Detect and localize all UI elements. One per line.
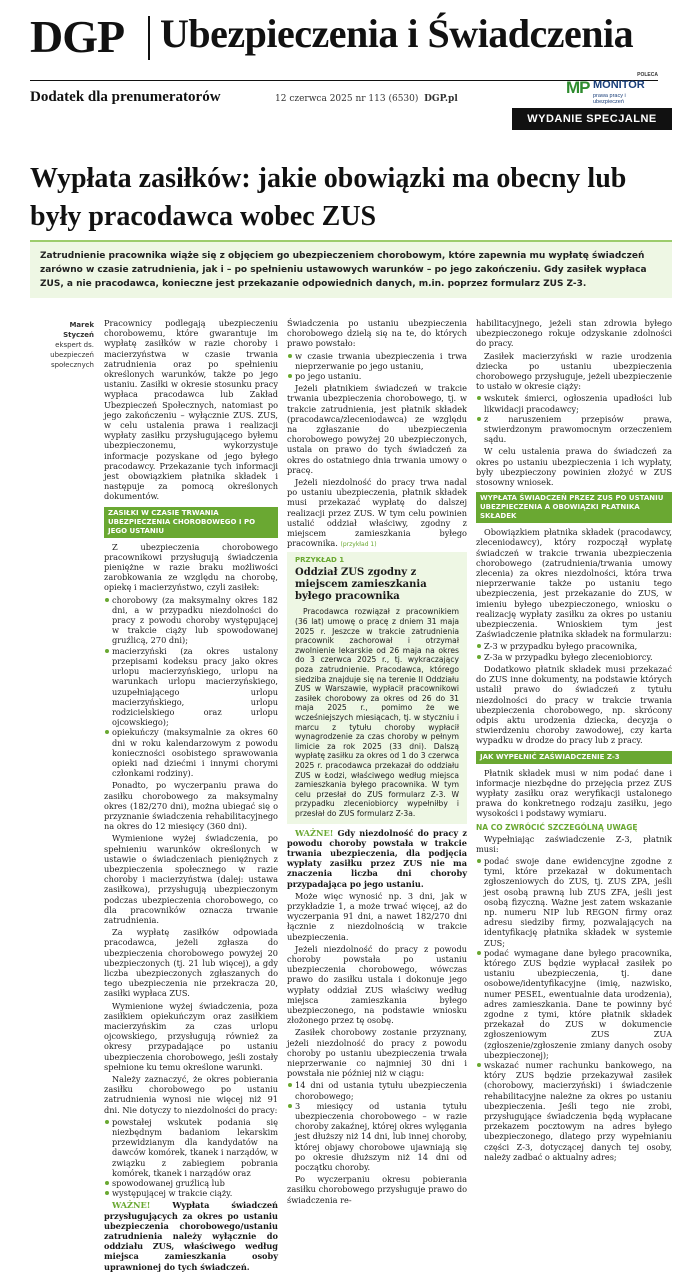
logo-mp: MP — [566, 78, 590, 97]
paragraph: Świadczenia po ustaniu ubezpieczenia chorobowego dzielą się na te, do których prawo powstało: — [287, 318, 467, 349]
column-2 — [287, 318, 467, 1205]
list-item: podać swoje dane ewidencyjne zgodne z tymi, które przekazał w dokumentach zgłoszeniowych do ZUS, tj. ZUS ZPA, jeśli jest osobą prawną lub ZUS ZFA, jeśli jest osobą fizyczną. Ważne jest zatem wskazanie np. numeru NIP lub REGON firmy oraz adresu siedziby firmy, pozwalających na identyfikację płatnika składek w systemie ZUS; — [476, 856, 672, 948]
paragraph: Zasiłek chorobowy zostanie przyznany, jeżeli niezdolność do pracy z powodu choroby po ustaniu ubezpieczenia trwała nieprzerwanie co najmniej 30 dni i powstała nie później niż w ciągu: — [287, 1027, 467, 1079]
benefit-list — [104, 595, 278, 779]
logo-monitor: MONITOR — [593, 79, 645, 91]
important-text: Gdy niezdolność do pracy z powodu choroby powstała w trakcie trwania ubezpieczenia, dla podjęcia wypłaty zasiłku przez ZUS nie ma znaczenia liczba dni choroby przypadająca po jego ustaniu. — [287, 827, 467, 889]
paragraph: Należy zaznaczyć, że okres pobierania zasiłku chorobowego po ustaniu zatrudnienia wynosi nie więcej niż 91 dni. Nie dotyczy to niezdolności do pracy: — [104, 1074, 278, 1115]
section-heading: ZASIŁKI W CZASIE TRWANIA UBEZPIECZENIA CHOROBOWEGO I PO JEGO USTANIU — [104, 507, 278, 538]
paragraph: Jeżeli niezdolność do pracy z powodu choroby powstała po ustaniu ubezpieczenia chorobowego, wówczas prawo do zasiłku ustala i dokonuje jego wypłaty oddział ZUS właściwy według miejsca zamieszkania byłego ubezpieczonego, na podstawie wniosku złożonego przez tę osobę. — [287, 943, 467, 1026]
issue-number: 12 czerwca 2025 nr 113 (6530) — [275, 94, 419, 104]
list-item: Z-3 w przypadku byłego pracownika, — [476, 641, 672, 651]
brand-logo: DGP — [30, 11, 125, 62]
supplement-subtitle: Dodatek dla prenumeratorów — [30, 89, 221, 105]
list-item: występującej w trakcie ciąży. — [104, 1188, 278, 1198]
list-item: 3 miesięcy od ustania tytułu ubezpieczenia chorobowego – w razie choroby zakaźnej, której okres wylęgania jest dłuższy niż 14 dni, lub innej choroby, której objawy chorobowe ujawniają się po okresie dłuższym niż 14 dni od początku choroby. — [287, 1101, 467, 1172]
paragraph: Płatnik składek musi w nim podać dane i informacje niezbędne do przejęcia przez ZUS wypłaty zasiłku oraz weryfikacji ustalonego prawa do konkretnego rodzaju zasiłku, jego wysokości i podstawy wymiaru. — [476, 767, 672, 819]
column-1 — [104, 318, 278, 1272]
checklist — [476, 856, 672, 1162]
list-item: chorobowy (za maksymalny okres 182 dni, a w przypadku niezdolności do pracy z powodu choroby występującej w trakcie ciąży lub spowodowanej gruźlicą, 270 dni); — [104, 595, 278, 646]
author-name: Marek Styczeń — [63, 321, 94, 339]
list-item: podać wymagane dane byłego pracownika, którego ZUS będzie wypłacał zasiłek po ustaniu ubezpieczenia, tj. dane osobowe/identyfikacyjne (imię, nazwisko, numer PESEL, ewentualnie data urodzenia), adres zamieszkania. Dane te powinny być zgodne z tymi, które płatnik składek przekazał do ZUS w dokumencie zgłoszeniowym ZUS ZUA (zgłoszenie/zgłoszenie zmiany danych osoby ubezpieczonej); — [476, 948, 672, 1060]
list-item: wskutek śmierci, ogłoszenia upadłości lub likwidacji pracodawcy; — [476, 393, 672, 413]
list-item: opiekuńczy (maksymalnie za okres 60 dni w roku kalendarzowym z powodu konieczności osobistego sprawowania opieki nad dziećmi i innymi chorymi członkami rodziny). — [104, 727, 278, 778]
important-label: WAŻNE! — [112, 1200, 151, 1211]
subheading: NA CO ZWRÓCIĆ SZCZEGÓLNĄ UWAGĘ — [476, 822, 638, 832]
list-item: powstałej wskutek podania się niezbędnym badaniom lekarskim przewidzianym dla kandydatów na dawców komórek, tkanek i narządów, w związku z zabiegiem pobrania komórek, tkanek i narządów oraz — [104, 1117, 278, 1178]
paragraph: Wymienione wyżej świadczenia, po spełnieniu warunków określonych w ustawie o świadczeniach pieniężnych z ubezpieczenia społecznego w razie choroby i macierzyństwa (dalej: ustawa zasiłkowa), przysługują ubezpieczonym podczas ubezpieczenia chorobowego, co dla pracowników oznacza trwanie zatrudnienia. — [104, 833, 278, 925]
example-box — [287, 552, 467, 823]
paragraph: Jeżeli płatnikiem świadczeń w trakcie trwania ubezpieczenia chorobowego, tj. w trakcie zatrudnienia, jest płatnik składek (pracodawca/zleceniodawca) ze względu na zgłaszanie do ubezpieczenia chorobowego powyżej 20 ubezpieczonych, ustala on prawo do tych świadczeń za okres do ostatniego dnia trwania umowy o pracę. — [287, 383, 467, 475]
paragraph: Wymienione wyżej świadczenia, poza zasiłkiem opiekuńczym oraz zasiłkiem macierzyńskim za czas urlopu ojcowskiego, przysługują również za okresy przypadające po ustaniu ubezpieczenia chorobowego, jeśli zostały spełnione ku temu określone warunki. — [104, 1000, 278, 1072]
important-text: Wypłata świadczeń przysługujących za okres po ustaniu ubezpieczenia chorobowego/ustaniu zatrudnienia należy wyłącznie do oddziału ZUS, właściwego według miejsca zamieszkania osoby uprawnionej do tych świadczeń. — [104, 1200, 278, 1272]
list-item: Z-3a w przypadku byłego zleceniobiorcy. — [476, 652, 672, 662]
article-headline: Wypłata zasiłków: jakie obowiązki ma obecny lub były pracodawca wobec ZUS — [30, 163, 627, 232]
important-label: WAŻNE! — [295, 827, 334, 838]
logo-tagline: prawa pracy i ubezpieczeń — [593, 93, 626, 105]
paragraph: Wypełniając zaświadczenie Z-3, płatnik musi: — [476, 833, 672, 854]
list-item: w czasie trwania ubezpieczenia i trwa nieprzerwanie po jego ustaniu, — [287, 351, 467, 371]
entitlement-list — [287, 351, 467, 382]
paragraph: Może więc wynosić np. 3 dni, jak w przykładzie 1, a może trwać więcej, aż do wyczerpania 91 dni, a nawet 182/270 dni łącznie z niezdolnością w trakcie ubezpieczenia. — [287, 890, 467, 942]
condition-list — [476, 393, 672, 444]
author-role: ekspert ds. ubezpieczeń społecznych — [50, 341, 94, 369]
site-link[interactable]: DGP.pl — [424, 94, 458, 104]
form-list — [476, 641, 672, 661]
list-item: po jego ustaniu. — [287, 371, 467, 381]
column-3 — [476, 318, 672, 1162]
example-tag: PRZYKŁAD 1 — [295, 556, 345, 565]
special-edition-banner: WYDANIE SPECJALNE — [512, 108, 672, 130]
important-note — [287, 828, 467, 889]
paragraph: Z ubezpieczenia chorobowego pracownikowi przysługują świadczenia pieniężne w razie braku możliwości zarobkowania ze względu na chorobę, opiekę i macierzyństwo, czyli zasiłek: — [104, 541, 278, 593]
monitor-logo — [566, 72, 658, 105]
paragraph — [287, 477, 467, 548]
issue-info — [275, 95, 458, 104]
masthead-divider — [148, 16, 150, 60]
paragraph: Obowiązkiem płatnika składek (pracodawcy, zleceniodawcy), który rozpoczął wypłatę świadczeń w trakcie trwania ubezpieczenia chorobowego (zatrudnienia/trwania umowy zlecenia) za okres niezdolności, która trwa nieprzerwanie także po ustaniu tego ubezpieczenia, jest przekazanie do ZUS, w imieniu byłego ubezpieczonego, wniosku o realizację wypłaty zasiłku za okres po ustaniu ubezpieczenia. Wnioskiem tym jest Zaświadczenie płatnika składek na formularzu: — [476, 527, 672, 640]
deadline-list — [287, 1080, 467, 1172]
logo-poleca: POLECA — [637, 72, 658, 78]
example-title: Oddział ZUS zgodny z miejscem zamieszkania byłego pracownika — [295, 567, 427, 603]
list-item: 14 dni od ustania tytułu ubezpieczenia chorobowego; — [287, 1080, 467, 1100]
section-heading: JAK WYPEŁNIĆ ZAŚWIADCZENIE Z-3 — [476, 751, 672, 764]
supplement-title: Ubezpieczenia i Świadczenia — [160, 11, 634, 56]
list-item: wskazać numer rachunku bankowego, na który ZUS będzie przekazywał zasiłek (chorobowy, macierzyński) i świadczenie rehabilitacyjne należne za okres po ustaniu ubezpieczenia. Jeśli tego nie zrobi, przysługujące świadczenia będą wypłacane przekazem pocztowym na adres byłego ubezpieczonego, dlatego przy wypełnianiu części Z-3, dotyczącej danych tej osoby, należy zadbać o aktualny adres; — [476, 1060, 672, 1162]
section-heading: WYPŁATA ŚWIADCZEŃ PRZEZ ZUS PO USTANIU UBEZPIECZENIA A OBOWIĄZKI PŁATNIKA SKŁADEK — [476, 492, 672, 523]
paragraph: W celu ustalenia prawa do świadczeń za okres po ustaniu ubezpieczenia i ich wypłaty, były ubezpieczony powinien złożyć w ZUS stosowny wniosek. — [476, 446, 672, 488]
paragraph: Za wypłatę zasiłków odpowiada pracodawca, jeżeli zgłasza do ubezpieczenia chorobowego powyżej 20 ubezpieczonych (tj. 21 lub więcej), a gdy liczba ubezpieczonych zgłaszanych do tego ubezpieczenia nie przekracza 20, zasiłki wypłaca ZUS. — [104, 927, 278, 999]
example-reference: (przykład 1) — [340, 541, 377, 549]
intro-paragraph: Pracownicy podlegają ubezpieczeniu chorobowemu, które gwarantuje im wypłatę zasiłków w razie choroby i macierzyństwa w czasie trwania zatrudnienia oraz po spełnieniu określonych warunków, także po jego ustaniu. Zasiłki w okresie stosunku pracy wypłaca pracodawca lub Zakład Ubezpieczeń Społecznych, natomiast po jego zakończeniu – wyłącznie ZUS. ZUS, w celu ustalenia prawa i realizacji wypłaty zasiłku przysługującego byłemu ubezpieczonemu, wykorzystuje informacje pozyskane od jego byłego pracodawcy. Przekazanie tych informacji jest obowiązkiem płatnika składek i następuje za pomocą określonych dokumentów. — [104, 318, 278, 502]
paragraph: Po wyczerpaniu okresu pobierania zasiłku chorobowego przysługuje prawo do świadczenia re- — [287, 1174, 467, 1205]
masthead-rule — [30, 80, 658, 81]
important-note — [104, 1200, 278, 1271]
list-item: z naruszeniem przepisów prawa, stwierdzonym prawomocnym orzeczeniem sądu. — [476, 414, 672, 445]
paragraph: Ponadto, po wyczerpaniu prawa do zasiłku chorobowego za maksymalny okres (182/270 dni), można ubiegać się o przyznanie świadczenia rehabilitacyjnego na okres do 12 miesięcy (360 dni). — [104, 780, 278, 832]
paragraph: habilitacyjnego, jeżeli stan zdrowia byłego ubezpieczonego rokuje odzyskanie zdolności do pracy. — [476, 318, 672, 349]
list-item: spowodowanej gruźlicą lub — [104, 1178, 278, 1188]
paragraph-text: Jeżeli niezdolność do pracy trwa nadal po ustaniu ubezpieczenia, płatnik składek musi przekazać wypłatę do dalszej realizacji przez ZUS. W tym celu powinien ustalić oddział właściwy, zgodny z miejscem zamieszkania byłego pracownika. — [287, 477, 467, 549]
list-item: macierzyński (za okres ustalony przepisami kodeksu pracy jako okres urlopu macierzyńskiego, urlopu na warunkach urlopu macierzyńskiego, uzupełniającego urlopu macierzyńskiego, urlopu rodzicielskiego oraz urlopu ojcowskiego); — [104, 646, 278, 728]
exception-list — [104, 1117, 278, 1199]
example-text: Pracodawca rozwiązał z pracownikiem (36 lat) umowę o pracę z dniem 31 maja 2025 r. Jeszcze w trakcie zatrudnienia pracownik zachorował i otrzymał zwolnienie lekarskie od 26 maja na okres do 3 czerwca 2025 r., tj. wykraczający poza zatrudnienie. Pracodawca, którego siedziba znajduje się na terenie II Oddziału ZUS w Warszawie, wypłacił pracownikowi zasiłek chorobowy za okres od 26 do 31 maja 2025 r., pomimo że we wcześniejszych miesiącach, tj. w styczniu i marcu z tytułu choroby wypłacił wynagrodzenie za czas choroby w pełnym limicie za rok 2025 (33 dni). Dalszą wypłatę zasiłku za okres od 1 do 3 czerwca 2025 r. pracodawca przekazał do oddziału ZUS w Łodzi, właściwego według miejsca zamieszkania byłego pracownika. W tym celu przesłał do ZUS formularz Z-3. W przypadku zleceniobiorcy wypełniłby i przesłał do ZUS formularz Z-3a. — [295, 607, 459, 818]
article-lead: Zatrudnienie pracownika wiąże się z objęciem go ubezpieczeniem chorobowym, które zapewnia mu wypłatę świadczeń zarówno w czasie zatrudnienia, jak i – po spełnieniu ustawowych warunków – po jego zakończeniu. Gdy zasiłek wypłaca ZUS, a nie pracodawca, konieczne jest przekazanie odpowiednich danych, m.in. poprzez formularz ZUS Z-3. — [30, 240, 672, 298]
paragraph: Zasiłek macierzyński w razie urodzenia dziecka po ustaniu ubezpieczenia chorobowego przysługuje, jeżeli ubezpieczenie to ustało w okresie ciąży: — [476, 350, 672, 392]
paragraph: Dodatkowo płatnik składek musi przekazać do ZUS inne dokumenty, na podstawie których ustalił prawo do świadczeń z tytułu niezdolności do pracy w trakcie trwania ubezpieczenia chorobowego, np. skrócony odpis aktu urodzenia dziecka, decyzja o stwierdzeniu choroby zawodowej, czy karta wypadku w drodze do pracy lub z pracy. — [476, 663, 672, 746]
author-byline — [44, 320, 94, 370]
